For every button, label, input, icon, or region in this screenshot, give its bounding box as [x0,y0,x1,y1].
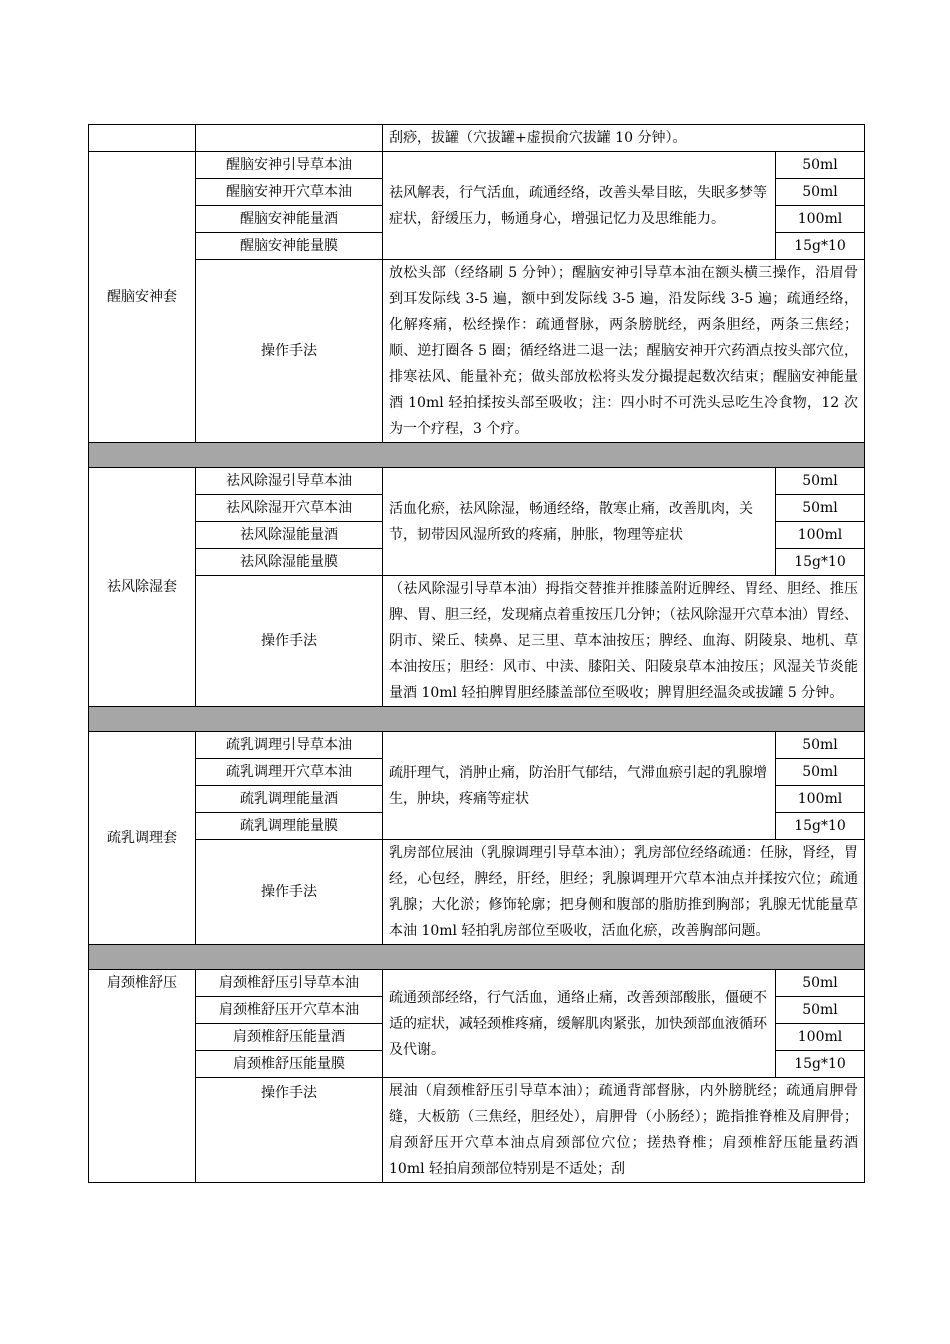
empty-cell [196,125,383,152]
product-name: 醒脑安神引导草本油 [196,152,383,179]
empty-cell [89,125,196,152]
set-name: 祛风除湿套 [89,468,196,707]
efficacy-text: 活血化瘀，祛风除湿，畅通经络，散寒止痛，改善肌肉，关节，韧带因风湿所致的疼痛，肿胀，物理等症状 [383,468,776,576]
product-amount: 15g*10 [776,813,865,840]
separator-row [89,443,865,468]
set-2-product-row [89,468,865,495]
product-name: 醒脑安神开穴草本油 [196,179,383,206]
efficacy-text: 疏肝理气，消肿止痛，防治肝气郁结，气滞血瘀引起的乳腺增生，肿块，疼痛等症状 [383,732,776,840]
product-amount: 15g*10 [776,233,865,260]
product-amount: 50ml [776,997,865,1024]
method-text: 展油（肩颈椎舒压引导草本油）；疏通背部督脉，内外膀胱经；疏通肩胛骨缝，大板筋（三焦经，胆经处），肩胛骨（小肠经）；跪指推脊椎及肩胛骨；肩颈舒压开穴草本油点肩颈部位穴位；搓热脊椎；肩颈椎舒压能量药酒 10ml 轻拍肩颈部位特别是不适处；刮 [383,1078,865,1183]
product-amount: 100ml [776,522,865,549]
efficacy-text: 祛风解表，行气活血，疏通经络，改善头晕目眩，失眠多梦等症状，舒缓压力，畅通身心，增强记忆力及思维能力。 [383,152,776,260]
product-name: 醒脑安神能量膜 [196,233,383,260]
set-name: 疏乳调理套 [89,732,196,945]
product-name: 肩颈椎舒压能量膜 [196,1051,383,1078]
product-name: 疏乳调理引导草本油 [196,732,383,759]
set-4-method-row [89,1078,865,1183]
product-amount: 50ml [776,759,865,786]
set-4-product-row [89,970,865,997]
product-amount: 100ml [776,206,865,233]
product-name: 疏乳调理开穴草本油 [196,759,383,786]
product-name: 祛风除湿能量膜 [196,549,383,576]
set-2-method-row [89,576,865,707]
product-amount: 100ml [776,1024,865,1051]
set-3-product-row [89,732,865,759]
set-1-method-row [89,260,865,443]
product-name: 肩颈椎舒压开穴草本油 [196,997,383,1024]
efficacy-text: 疏通颈部经络，行气活血，通络止痛，改善颈部酸胀，僵硬不适的症状，减轻颈椎疼痛，缓解肌肉紧张，加快颈部血液循环及代谢。 [383,970,776,1078]
method-label: 操作手法 [196,840,383,945]
method-text: （祛风除湿引导草本油）拇指交替推并推膝盖附近脾经、胃经、胆经、推压脾、胃、胆三经，发现痛点着重按压几分钟；（祛风除湿开穴草本油）胃经、阴市、梁丘、犊鼻、足三里、草本油按压；脾经、血海、阴陵泉、地机、草本油按压；胆经：风市、中渎、膝阳关、阳陵泉草本油按压；风湿关节炎能量酒 10ml 轻拍脾胃胆经膝盖部位至吸收；脾胃胆经温灸或拔罐 5 分钟。 [383,576,865,707]
product-amount: 15g*10 [776,549,865,576]
product-name: 疏乳调理能量酒 [196,786,383,813]
product-amount: 50ml [776,468,865,495]
product-name: 肩颈椎舒压能量酒 [196,1024,383,1051]
intro-text: 刮痧，拔罐（穴拔罐+虚损俞穴拔罐 10 分钟）。 [383,125,865,152]
product-name: 疏乳调理能量膜 [196,813,383,840]
method-label: 操作手法 [196,1078,383,1183]
product-name: 醒脑安神能量酒 [196,206,383,233]
intro-row [89,125,865,152]
product-amount: 100ml [776,786,865,813]
product-amount: 15g*10 [776,1051,865,1078]
set-name: 肩颈椎舒压 [89,970,196,1183]
method-label: 操作手法 [196,260,383,443]
product-name: 祛风除湿引导草本油 [196,468,383,495]
set-1-product-row [89,152,865,179]
separator-row [89,707,865,732]
method-text: 乳房部位展油（乳腺调理引导草本油）；乳房部位经络疏通：任脉，肾经，胃经，心包经，脾经，肝经，胆经；乳腺调理开穴草本油点并揉按穴位；疏通乳腺；大化淤；修饰轮廓；把身侧和腹部的脂肪推到胸部；乳腺无忧能量草本油 10ml 轻拍乳房部位至吸收，活血化瘀，改善胸部问题。 [383,840,865,945]
product-amount: 50ml [776,495,865,522]
product-name: 祛风除湿开穴草本油 [196,495,383,522]
product-name: 肩颈椎舒压引导草本油 [196,970,383,997]
method-text: 放松头部（经络刷 5 分钟）；醒脑安神引导草本油在额头横三操作，沿眉骨到耳发际线 3-5 遍，额中到发际线 3-5 遍，沿发际线 3-5 遍；疏通经络，化解疼痛，松经操作：疏通督脉，两条膀胱经，两条胆经，两条三焦经；顺、逆打圈各 5 圈；循经络进二退一法；醒脑安神开穴药酒点按头部穴位，排寒祛风、能量补充；做头部放松将头发分撮提起数次结束；醒脑安神能量酒 10ml 轻拍揉按头部至吸收；注：四小时不可洗头忌吃生冷食物，12 次为一个疗程，3 个疗。 [383,260,865,443]
product-amount: 50ml [776,732,865,759]
product-amount: 50ml [776,970,865,997]
method-label: 操作手法 [196,576,383,707]
set-name: 醒脑安神套 [89,152,196,443]
product-table [88,124,865,1183]
product-name: 祛风除湿能量酒 [196,522,383,549]
product-amount: 50ml [776,179,865,206]
product-amount: 50ml [776,152,865,179]
separator-row [89,945,865,970]
set-3-method-row [89,840,865,945]
